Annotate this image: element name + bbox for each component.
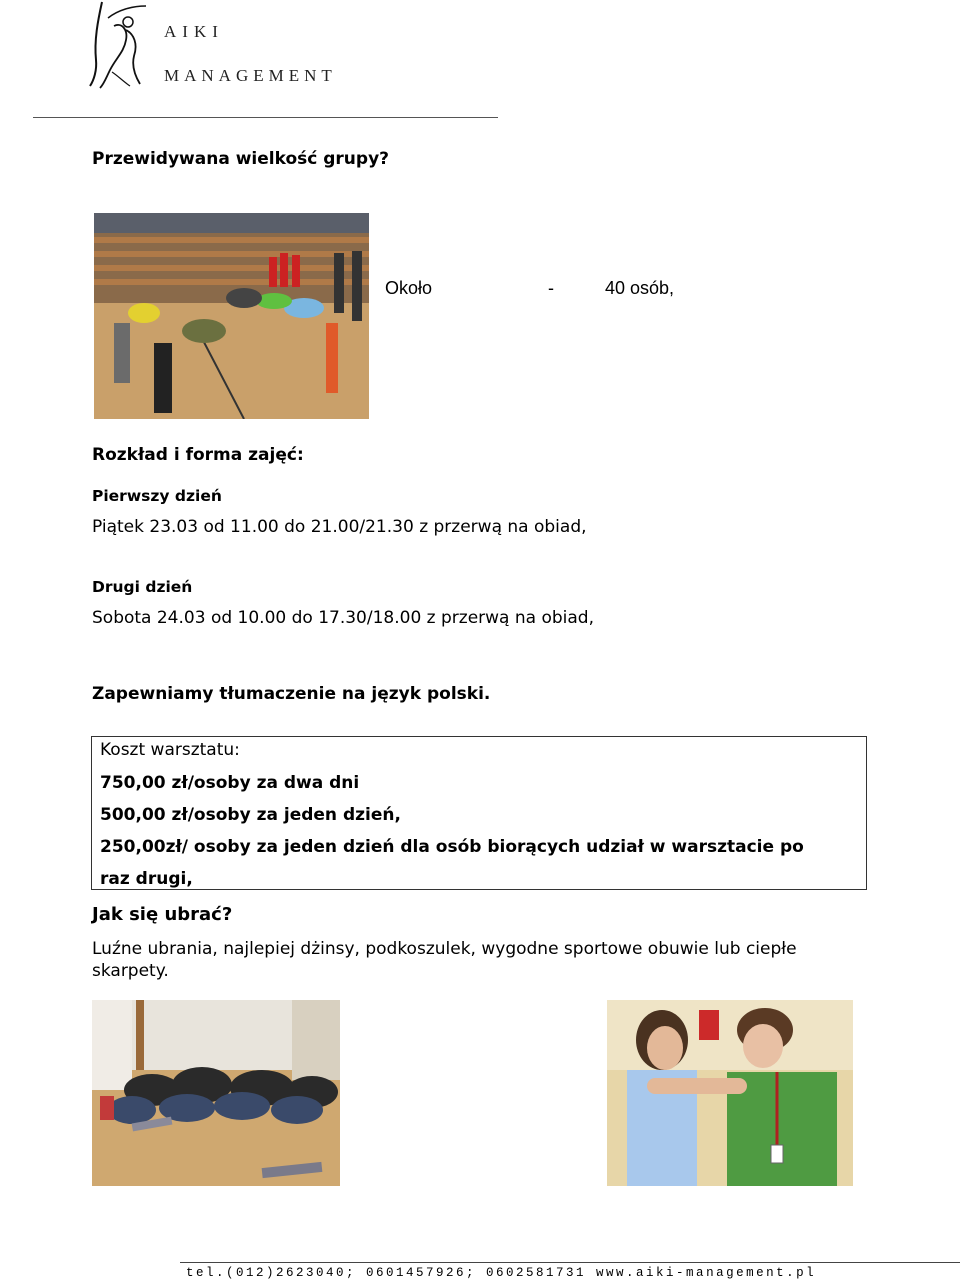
cost-line-one-day: 500,00 zł/osoby za jeden dzień, [100, 805, 401, 825]
aikido-figure-icon [88, 0, 158, 92]
cost-title: Koszt warsztatu: [100, 740, 240, 760]
day1-title: Pierwszy dzień [92, 487, 222, 505]
workshop-photo-group-seated [92, 1000, 340, 1186]
group-size-heading: Przewidywana wielkość grupy? [92, 149, 390, 169]
logo-text-management: MANAGEMENT [164, 66, 337, 85]
header-divider [33, 117, 498, 118]
footer-contact: tel.(012)2623040; 0601457926; 0602581731 www.aiki-management.pl [186, 1266, 817, 1280]
day1-text: Piątek 23.03 od 11.00 do 21.00/21.30 z przerwą na obiad, [92, 517, 587, 537]
translation-note: Zapewniamy tłumaczenie na język polski. [92, 684, 491, 704]
cost-box [91, 736, 867, 890]
group-size-count: 40 osób, [605, 278, 675, 298]
schedule-heading: Rozkład i forma zajęć: [92, 445, 304, 465]
clothing-text-line2: skarpety. [92, 961, 169, 981]
workshop-photo-stretching [94, 213, 369, 419]
logo-text-aiki: AIKI [164, 22, 224, 41]
day2-text: Sobota 24.03 od 10.00 do 17.30/18.00 z przerwą na obiad, [92, 608, 594, 628]
workshop-photo-pair-exercise [607, 1000, 853, 1186]
cost-line-returning-cont: raz drugi, [100, 869, 193, 889]
cost-line-returning: 250,00zł/ osoby za jeden dzień dla osób biorących udział w warsztacie po [100, 837, 804, 857]
day2-title: Drugi dzień [92, 578, 193, 596]
group-size-dash: - [548, 278, 554, 298]
footer-divider [180, 1262, 960, 1263]
clothing-heading: Jak się ubrać? [92, 904, 233, 925]
cost-line-two-days: 750,00 zł/osoby za dwa dni [100, 773, 360, 793]
group-size-about: Około [385, 278, 433, 298]
clothing-text-line1: Luźne ubrania, najlepiej dżinsy, podkoszulek, wygodne sportowe obuwie lub ciepłe [92, 939, 797, 959]
company-logo [88, 0, 337, 92]
